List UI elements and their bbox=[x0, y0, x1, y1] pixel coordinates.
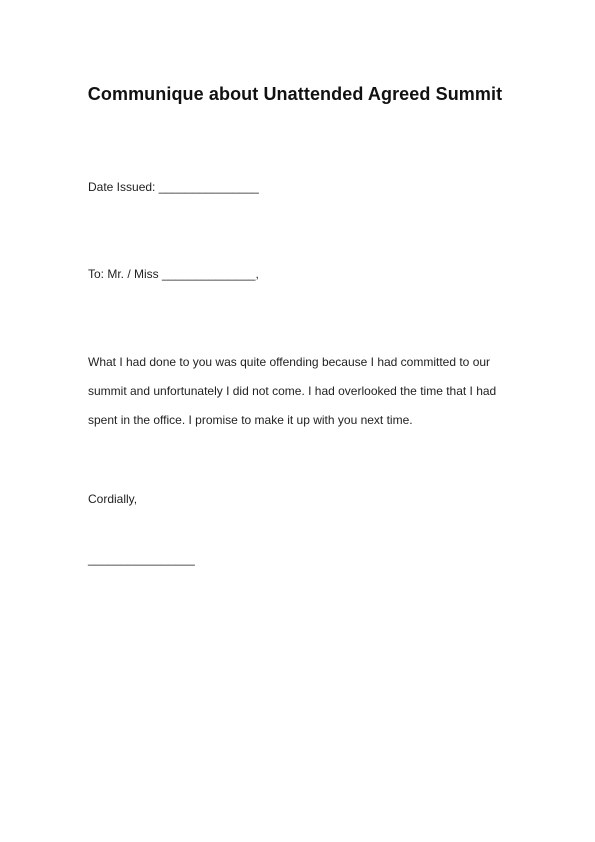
date-issued-line: Date Issued: _______________ bbox=[88, 180, 259, 194]
body-line: summit and unfortunately I did not come. I had overlooked the time that I had bbox=[88, 384, 497, 398]
document-title: Communique about Unattended Agreed Summit bbox=[87, 84, 503, 104]
closing-text: Cordially, bbox=[88, 492, 138, 506]
letter-body bbox=[88, 348, 508, 435]
recipient-line: To: Mr. / Miss ______________, bbox=[88, 267, 259, 281]
body-line: What I had done to you was quite offending because I had committed to our bbox=[88, 355, 491, 369]
body-line: spent in the office. I promise to make it up with you next time. bbox=[88, 413, 413, 427]
signature-line: ________________ bbox=[88, 552, 195, 566]
